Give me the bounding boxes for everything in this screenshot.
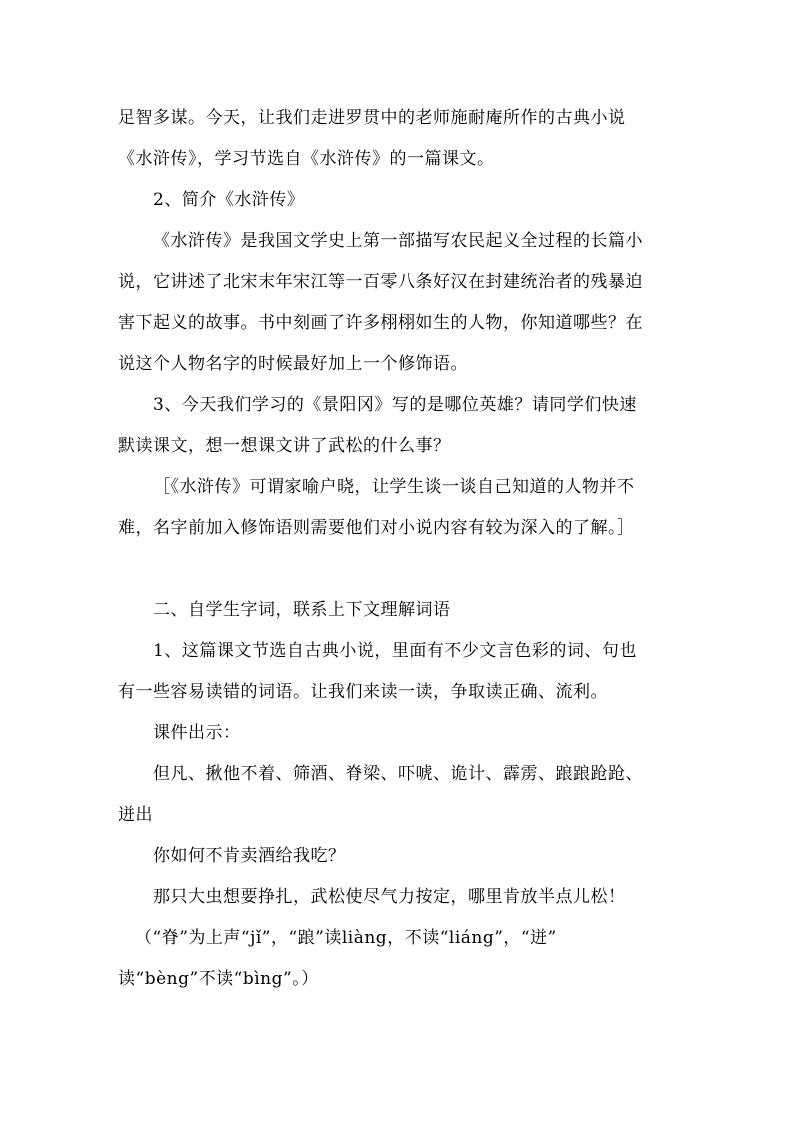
paragraph-line: 默读课文，想一想课文讲了武松的什么事？: [118, 436, 451, 456]
paragraph-line: 课件出示：: [153, 723, 241, 743]
vocabulary-line: 迸出: [118, 805, 153, 825]
paragraph-line: 有一些容易读错的词语。让我们来读一读，争取读正确、流利。: [118, 682, 608, 702]
paragraph-line: 害下起义的故事。书中刻画了许多栩栩如生的人物，你知道哪些？在: [118, 313, 643, 333]
paragraph-line: 说，它讲述了北宋末年宋江等一百零八条好汉在封建统治者的残暴迫: [118, 272, 643, 292]
note-line: 难，名字前加入修饰语则需要他们对小说内容有较为深入的了解。］: [118, 518, 635, 538]
paragraph-line: 1、这篇课文节选自古典小说，里面有不少文言色彩的词、句也: [153, 641, 637, 661]
vocabulary-line: 但凡、揪他不着、筛酒、脊梁、吓唬、诡计、霹雳、踉踉跄跄、: [153, 764, 643, 784]
paragraph-line: 《水浒传》是我国文学史上第一部描写农民起义全过程的长篇小: [153, 231, 643, 251]
note-line: ［《水浒传》可谓家喻户晓，让学生谈一谈自己知道的人物并不: [153, 477, 635, 497]
paragraph-line: 3、今天我们学习的《景阳冈》写的是哪位英雄？请同学们快速: [153, 395, 637, 415]
paragraph-line: 足智多谋。今天，让我们走进罗贯中的老师施耐庵所作的古典小说: [118, 108, 626, 128]
example-sentence: 那只大虫想要挣扎，武松使尽气力按定，哪里肯放半点儿松！: [153, 887, 626, 907]
paragraph-line: 说这个人物名字的时候最好加上一个修饰语。: [118, 354, 468, 374]
section-heading: 二、自学生字词，联系上下文理解词语: [153, 600, 451, 620]
pronunciation-note: （“脊”为上声“jǐ”，“踉”读liàng，不读“liáng”，“迸”: [135, 928, 557, 948]
example-sentence: 你如何不肯卖酒给我吃？: [153, 846, 346, 866]
section-heading: 2、简介《水浒传》: [153, 190, 305, 210]
paragraph-line: 《水浒传》，学习节选自《水浒传》的一篇课文。: [118, 149, 495, 169]
pronunciation-note: 读“bèng”不读“bìng”。）: [118, 969, 319, 989]
